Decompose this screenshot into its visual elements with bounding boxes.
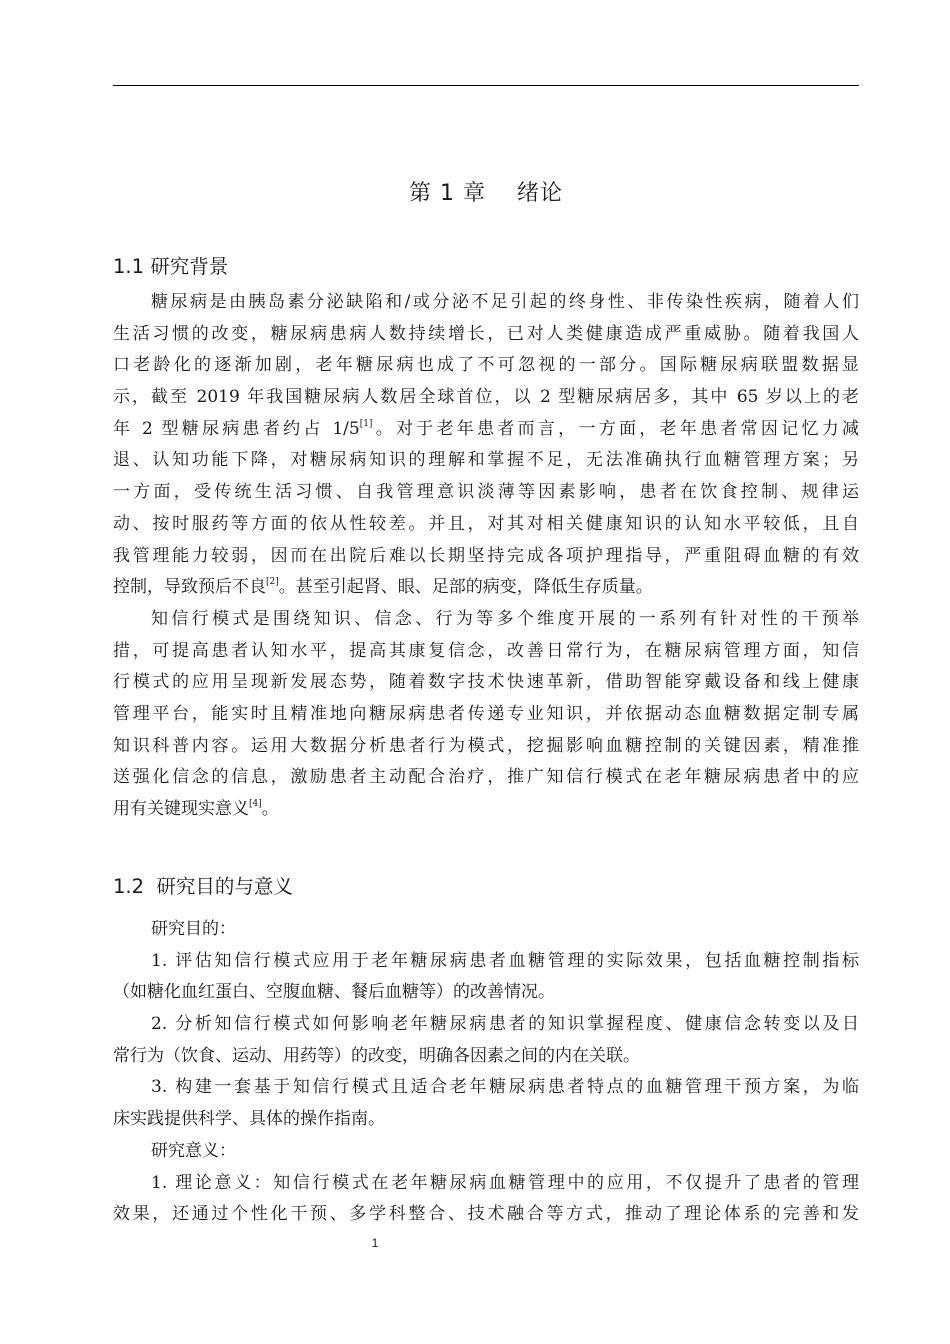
aim-1-line: 1. 评估知信行模式应用于老年糖尿病患者血糖管理的实际效果，包括血糖控制指标	[151, 950, 859, 971]
paragraph-line-with-citation	[113, 794, 859, 826]
paragraph-line: 行模式的应用呈现新发展态势，随着数字技术快速革新，借助智能穿戴设备和线上健康	[113, 672, 859, 693]
aims-block	[113, 914, 859, 1231]
paragraph-line: 知识科普内容。运用大数据分析患者行为模式，挖掘影响血糖控制的关键因素，精准推	[113, 735, 859, 756]
line-text: 。对于老年患者而言，一方面，老年患者常因记忆力减	[372, 418, 859, 439]
paragraph-line: 动、按时服药等方面的依从性较差。并且，对其对相关健康知识的认知水平较低，且自	[113, 513, 859, 534]
paragraph-line: 措，可提高患者认知水平，提高其康复信念，改善日常行为，在糖尿病管理方面，知信	[113, 640, 859, 661]
aims-label: 研究目的：	[151, 919, 236, 939]
line-text: 控制，导致预后不良	[113, 577, 266, 598]
line-text: 用有关键现实意义	[113, 799, 249, 820]
citation-ref: [1]	[359, 418, 373, 429]
section-heading-1-2: 1.2 研究目的与意义	[113, 875, 293, 898]
aim-2-line: 2. 分析知信行模式如何影响老年糖尿病患者的知识掌握程度、健康信念转变以及日	[151, 1014, 859, 1035]
line-text: 年 2 型糖尿病患者约占 1/5	[113, 418, 360, 439]
paragraph-line: 管理平台，能实时且精准地向糖尿病患者传递专业知识，并依据动态血糖数据定制专属	[113, 704, 859, 725]
header-rule	[113, 85, 859, 86]
paragraph-line: 生活习惯的改变，糖尿病患病人数持续增长，已对人类健康造成严重威胁。随着我国人	[113, 323, 859, 344]
aim-1-line: （如糖化血红蛋白、空腹血糖、餐后血糖等）的改善情况。	[113, 982, 555, 1003]
paragraph-line: 我管理能力较弱，因而在出院后难以长期坚持完成各项护理指导，严重阻碍血糖的有效	[113, 545, 859, 566]
paragraph-line: 送强化信念的信息，激励患者主动配合治疗，推广知信行模式在老年糖尿病患者中的应	[113, 767, 859, 788]
paragraph-line: 口老龄化的逐渐加剧，老年糖尿病也成了不可忽视的一部分。国际糖尿病联盟数据显	[113, 355, 859, 376]
line-text: 。甚至引起肾、眼、足部的病变，降低生存质量。	[278, 577, 653, 598]
paragraph-line-with-citation	[113, 414, 859, 446]
significance-1-line: 1. 理论意义：知信行模式在老年糖尿病血糖管理中的应用，不仅提升了患者的管理	[151, 1172, 859, 1193]
paragraph-background-1	[113, 287, 859, 604]
paragraph-background-2	[113, 604, 859, 826]
paragraph-line: 知信行模式是围绕知识、信念、行为等多个维度开展的一系列有针对性的干预举	[151, 609, 859, 629]
chapter-title: 第 1 章 绪论	[409, 181, 563, 206]
citation-ref: [4]	[249, 799, 262, 810]
paragraph-line: 示，截至 2019 年我国糖尿病人数居全球首位，以 2 型糖尿病居多，其中 65 岁以上的老	[113, 387, 859, 408]
aim-3-line: 3. 构建一套基于知信行模式且适合老年糖尿病患者特点的血糖管理干预方案，为临	[151, 1077, 859, 1098]
significance-1-line: 效果，还通过个性化干预、多学科整合、技术融合等方式，推动了理论体系的完善和发	[113, 1204, 859, 1225]
paragraph-line: 退、认知功能下降，对糖尿病知识的理解和掌握不足，无法准确执行血糖管理方案；另	[113, 450, 859, 471]
paragraph-line-with-citation	[113, 572, 859, 604]
paragraph-line: 糖尿病是由胰岛素分泌缺陷和/或分泌不足引起的终身性、非传染性疾病，随着人们	[151, 292, 859, 312]
citation-ref: [2]	[266, 577, 279, 588]
paragraph-line: 一方面，受传统生活习惯、自我管理意识淡薄等因素影响，患者在饮食控制、规律运	[113, 482, 859, 503]
significance-label: 研究意义：	[151, 1140, 236, 1161]
line-text: 。	[261, 799, 279, 820]
section-heading-1-1: 1.1 研究背景	[113, 255, 229, 278]
aim-2-line: 常行为（饮食、运动、用药等）的改变，明确各因素之间的内在关联。	[113, 1045, 640, 1066]
aim-3-line: 床实践提供科学、具体的操作指南。	[113, 1109, 385, 1130]
page-number: 1	[371, 1236, 379, 1250]
